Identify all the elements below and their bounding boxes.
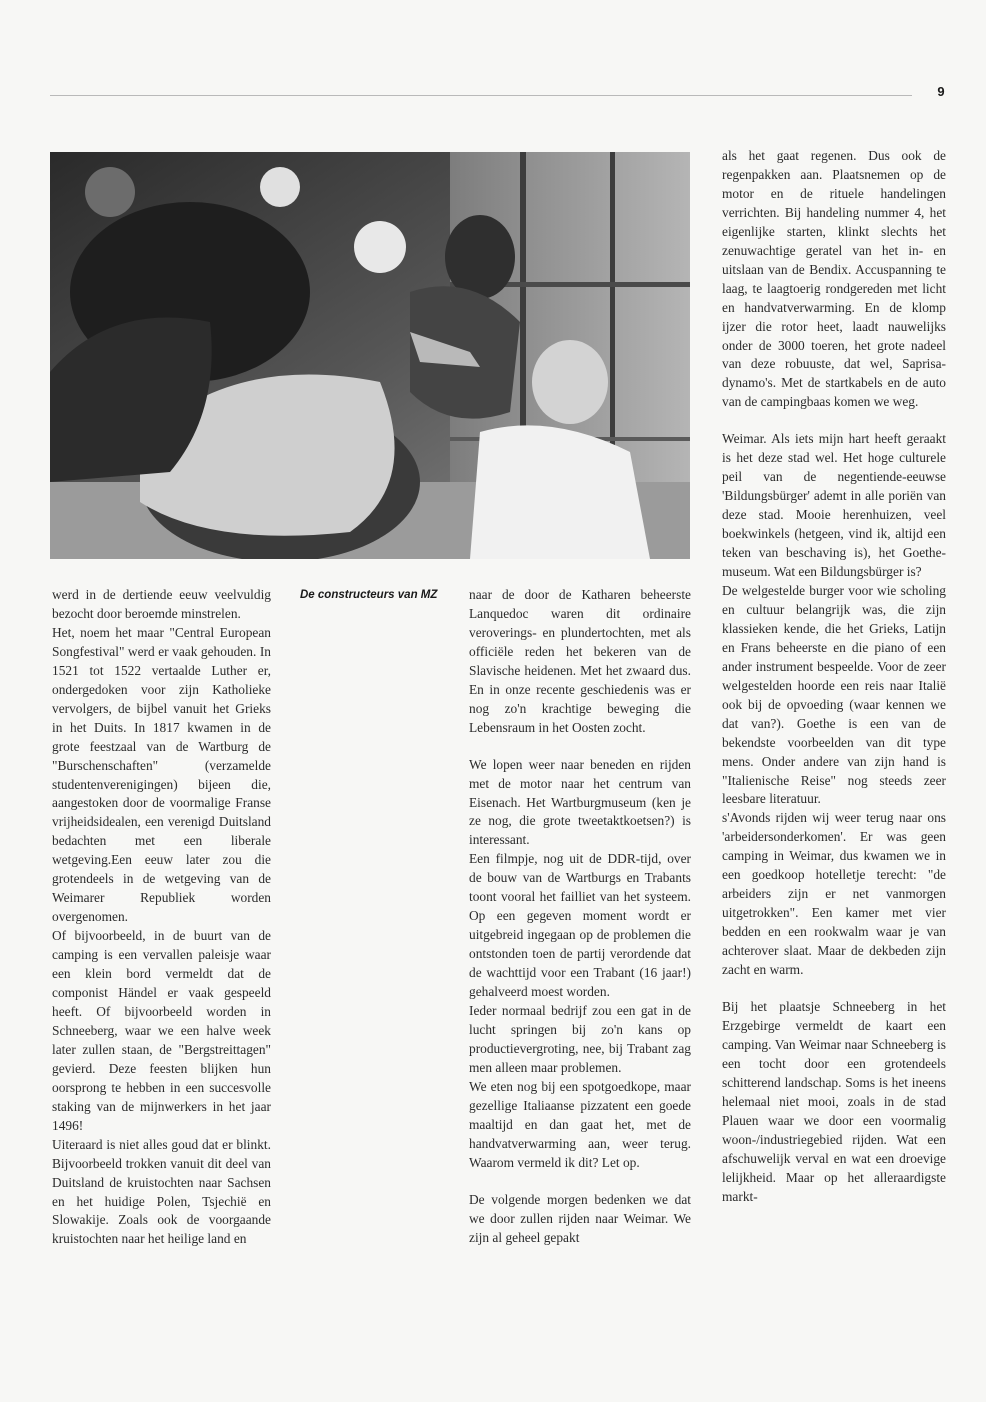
paragraph: De volgende morgen bedenken we dat we door zullen rijden naar Weimar. We zijn al geheel gepakt — [469, 1191, 691, 1245]
paragraph: Het, noem het maar "Central European Songfestival" werd er vaak gehouden. In 1521 tot 1522 vertaalde Luther er, ondergedoken voor zijn Katholieke vervolgers, de bijbel vanuit het Grieks in het Duits. In 1817 kwamen in de grote feestzaal van de Wartburg de "Burschenschaften" (verzamelde studentenverenigingen) bijeen die, aangestoken door de voormalige Franse vrijheidsidealen, een verenigd Duitsland bedachten met een liberale wetgeving.Een eeuw later zou die grotendeels in de wetgeving van de Weimarer Republiek worden overgenomen. — [52, 624, 271, 925]
paragraph: We lopen weer naar beneden en rijden met de motor naar het centrum van Eisenach. Het Wartburgmuseum (ken je ze nog, die grote tweetaktkoetsen?) is interessant. — [469, 756, 691, 848]
paragraph: Een filmpje, nog uit de DDR-tijd, over de bouw van de Wartburgs en Trabants toont vooral het failliet van het systeem. Op een gegeven moment wordt er uitgebreid ingegaan op de problemen die ontstonden toen de partij verordende dat de wachttijd voor een Trabant (16 jaar!) gehalveerd moest worden. — [469, 851, 691, 1000]
paragraph: De welgestelde burger voor wie scholing en cultuur belangrijk was, die zijn klassieken kende, die het Grieks, Latijn en Frans beheerste en die piano of een ander instrument bespeelde. Voor de zeer welgestelden hoorde een reis naar Italië ook bij de opvoeding (waar kennen we dat van?). Goethe is een van de bekendste voorbeelden van dit type mens. Onder andere van zijn hand is "Italienische Reise" nog steeds zeer leesbare literatuur. — [722, 582, 946, 807]
paragraph: naar de door de Katharen beheerste Lanquedoc waren dit ordinaire veroverings- en plundertochten, met als officiële reden het bekeren van de Slavische heidenen. Met het zwaard dus. En in onze recente geschiedenis was er nog zo'n krachtige beweging die Lebensraum in het Oosten zocht. — [469, 587, 691, 735]
paragraph-gap — [722, 412, 946, 430]
paragraph: Uiteraard is niet alles goud dat er blinkt. Bijvoorbeeld trokken vanuit dit deel van Duitsland de kruistochten naar Sachsen en het huidige Polen, Tsjechië en Slowakije. Zoals ook de voorgaande kruistochten naar het heilige land en — [52, 1136, 271, 1247]
paragraph-gap — [469, 1173, 691, 1191]
photo-icon — [50, 152, 690, 559]
photo-caption: De constructeurs van MZ — [300, 589, 438, 601]
header-rule — [50, 95, 912, 96]
paragraph: als het gaat regenen. Dus ook de regenpakken aan. Plaatsnemen op de motor en de rituele handelingen verrichten. Bij handeling nummer 4, het eigenlijke starten, klinkt slechts het zenuwachtige geratel van het in- en uitslaan van de Bendix. Accuspanning te laag, te laagtoerig rondgereden met licht en handvatverwarming. En de klomp ijzer die rotor heet, laadt nauwelijks onder de 3000 toeren, het grote nadeel van deze robuuste, dat wel, Saprisa-dynamo's. Met de startkabels en de auto van de campingbaas komen we weg. — [722, 148, 946, 410]
paragraph: Bij het plaatsje Schneeberg in het Erzgebirge vermeldt de kaart een camping. Van Weimar naar Schneeberg is een tocht door een grotendeels schitterend landschap. Soms is het ineens helemaal niet mooi, zoals in de stad Plauen waar we door een voormalig woon-/industriegebied rijden. Wat een afschuwelijk verval en wat een droevige lelijkheid. Maar op het alleraardigste markt- — [722, 998, 946, 1204]
paragraph: werd in de dertiende eeuw veelvuldig bezocht door beroemde minstrelen. — [52, 587, 271, 621]
column-right — [722, 147, 946, 1206]
page-number: 9 — [937, 84, 945, 99]
paragraph: s'Avonds rijden wij weer terug naar ons 'arbeidersonderkomen'. Er was geen camping in Weimar, dus kwamen we in een goedkoop hotelletje terecht: "de arbeiders zijn er net vanmorgen uitgetrokken". Een kamer met vier bedden en een rookwalm waar je van achterover slaat. Maar de dekbeden zijn zacht en warm. — [722, 810, 946, 978]
article-photo — [50, 152, 690, 559]
paragraph: Of bijvoorbeeld, in de buurt van de camping is een vervallen paleisje waar een klein bord vermeldt dat de componist Händel er vaak gespeeld heeft. Of bijvoorbeeld worden in Schneeberg, waar we een halve week later zullen staan, de "Bergstreittagen" gevierd. Deze feesten blijken hun oorsprong te hebben in een succesvolle staking van de mijnwerkers in het jaar 1496! — [52, 928, 271, 1133]
column-middle — [469, 586, 691, 1247]
paragraph: Ieder normaal bedrijf zou een gat in de lucht springen bij zo'n kans op productievergroting, nee, bij Trabant zag men alleen maar problemen. — [469, 1003, 691, 1075]
paragraph-gap — [469, 738, 691, 756]
column-left — [52, 586, 271, 1249]
paragraph: Weimar. Als iets mijn hart heeft geraakt is het deze stad wel. Het hoge culturele peil van de negentiende-eeuwse 'Bildungsbürger' ademt in alle poriën van deze stad. Mooie herenhuizen, veel boekwinkels (hetgeen, vind ik, altijd een teken van beschaving is), het Goethe-museum. Wat een Bildungsbürger is? — [722, 431, 946, 580]
paragraph-gap — [722, 980, 946, 998]
paragraph: We eten nog bij een spotgoedkope, maar gezellige Italiaanse pizzatent een goede maaltijd en dan gaat het, met de handvatverwarming aan, weer terug. Waarom vermeld ik dit? Let op. — [469, 1078, 691, 1170]
